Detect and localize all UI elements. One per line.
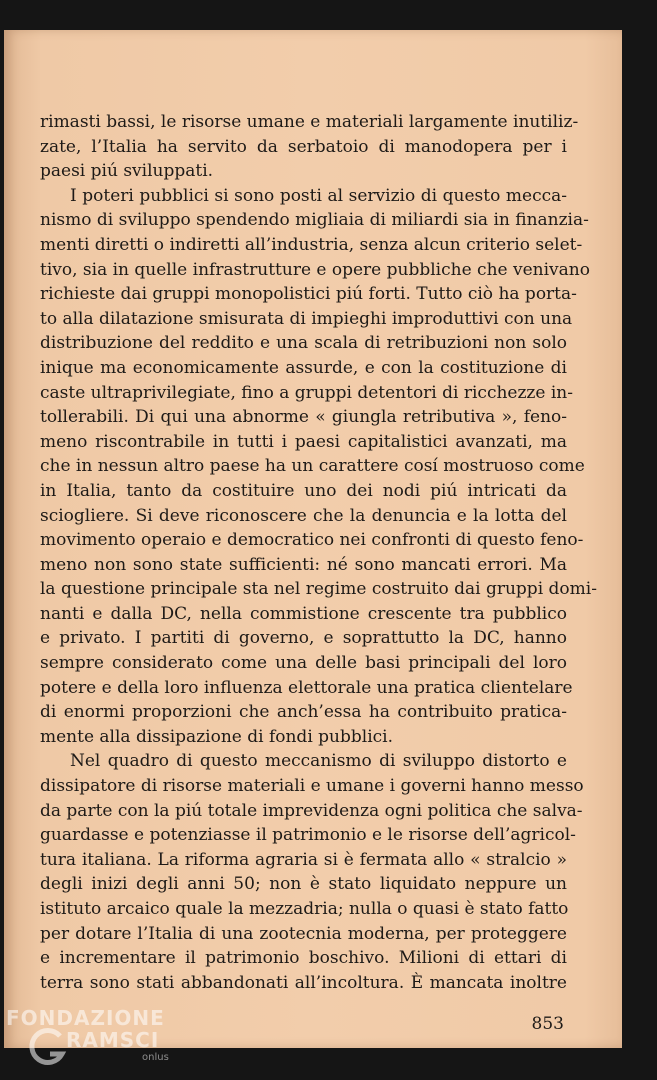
- text-line: da parte con la piú totale imprevidenza ogni politica che salva-: [40, 800, 583, 821]
- text-line: e privato. I partiti di governo, e soprattutto la DC, hanno: [40, 628, 567, 649]
- text-line: degli inizi degli anni 50; non è stato liquidato neppure un: [40, 874, 567, 895]
- paragraph: [40, 749, 584, 995]
- watermark-line2: RAMSCI: [66, 1028, 160, 1052]
- text-line: tollerabili. Di qui una abnorme « giungla retributiva », feno-: [40, 407, 567, 428]
- book-page: [4, 30, 622, 1048]
- text-line: guardasse e potenziasse il patrimonio e le risorse dell’agricol-: [40, 825, 576, 846]
- text-line: tivo, sia in quelle infrastrutture e opere pubbliche che venivano: [40, 259, 590, 280]
- text-line: di enormi proporzioni che anch’essa ha contribuito pratica-: [40, 702, 567, 723]
- paragraph: [40, 110, 579, 184]
- text-line: tura italiana. La riforma agraria si è fermata allo « stralcio »: [40, 849, 567, 870]
- watermark-line1: FONDAZIONE: [6, 1006, 165, 1030]
- text-line: Nel quadro di questo meccanismo di sviluppo distorto e: [70, 751, 567, 772]
- text-line: rimasti bassi, le risorse umane e materiali largamente inutiliz-: [40, 112, 579, 132]
- text-line: dissipatore di risorse materiali e umane i governi hanno messo: [40, 776, 584, 797]
- text-line: richieste dai gruppi monopolistici piú forti. Tutto ciò ha porta-: [40, 284, 577, 305]
- text-line: paesi piú sviluppati.: [40, 161, 214, 182]
- paragraph: [40, 184, 597, 750]
- text-line: per dotare l’Italia di una zootecnia moderna, per proteggere: [40, 923, 567, 944]
- text-line: sempre considerato come una delle basi principali del loro: [40, 653, 567, 674]
- text-line: sciogliere. Si deve riconoscere che la denuncia e la lotta del: [40, 505, 567, 526]
- text-line: meno non sono state sufficienti: né sono mancati errori. Ma: [40, 554, 567, 575]
- text-line: movimento operaio e democratico nei confronti di questo feno-: [40, 530, 584, 551]
- text-line: potere e della loro influenza elettorale una pratica clientelare: [40, 677, 573, 698]
- text-line: nanti e dalla DC, nella commistione crescente tra pubblico: [40, 603, 567, 624]
- text-line: zate, l’Italia ha servito da serbatoio di manodopera per i: [40, 136, 567, 157]
- text-line: la questione principale sta nel regime costruito dai gruppi domi-: [40, 579, 597, 600]
- text-line: to alla dilatazione smisurata di impieghi improduttivi con una: [40, 308, 573, 329]
- text-line: meno riscontrabile in tutti i paesi capitalistici avanzati, ma: [40, 431, 567, 452]
- page-number: 853: [531, 1014, 564, 1034]
- body-text: [40, 110, 597, 995]
- text-line: e incrementare il patrimonio boschivo. Milioni di ettari di: [40, 948, 567, 969]
- text-line: inique ma economicamente assurde, e con la costituzione di: [40, 357, 567, 378]
- fondazione-gramsci-watermark: [6, 1006, 206, 1076]
- text-line: terra sono stati abbandonati all’incoltura. È mancata inoltre: [40, 972, 567, 993]
- text-line: I poteri pubblici si sono posti al servizio di questo mecca-: [70, 185, 567, 206]
- text-line: mente alla dissipazione di fondi pubblici.: [40, 726, 393, 747]
- text-line: menti diretti o indiretti all’industria, senza alcun criterio selet-: [40, 234, 583, 255]
- text-line: distribuzione del reddito e una scala di retribuzioni non solo: [40, 333, 567, 354]
- watermark-suffix: onlus: [142, 1052, 169, 1063]
- text-line: che in nessun altro paese ha un carattere cosí mostruoso come: [40, 456, 585, 477]
- text-line: nismo di sviluppo spendendo migliaia di miliardi sia in finanzia-: [40, 210, 589, 231]
- gramsci-g-logo-icon: [26, 1026, 70, 1070]
- text-line: caste ultraprivilegiate, fino a gruppi detentori di ricchezze in-: [40, 382, 573, 403]
- text-line: istituto arcaico quale la mezzadria; nulla o quasi è stato fatto: [40, 899, 569, 919]
- text-line: in Italia, tanto da costituire uno dei nodi piú intricati da: [40, 480, 567, 501]
